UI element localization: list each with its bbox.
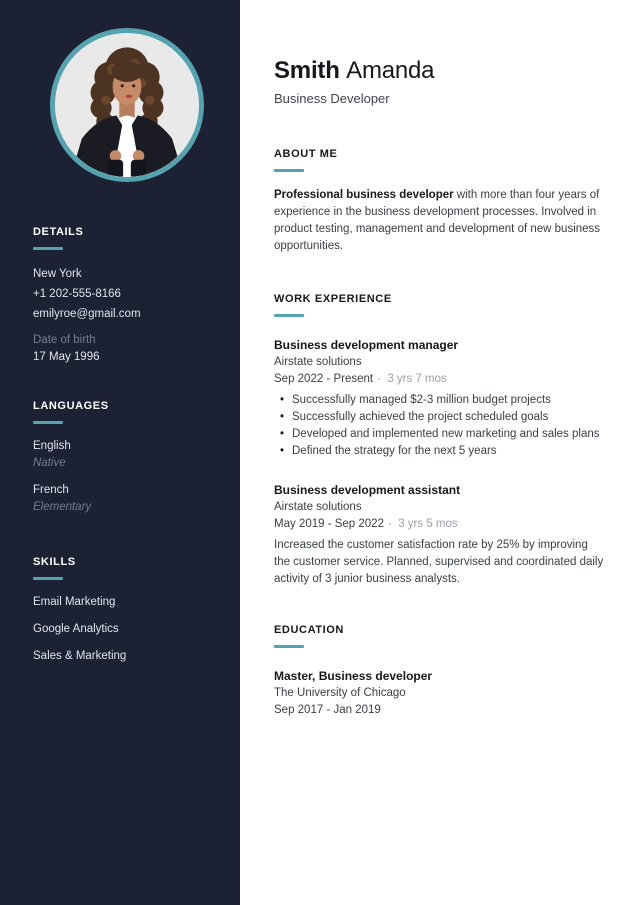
- job-bullets: [274, 392, 604, 460]
- job-duration: · 3 yrs 5 mos: [384, 518, 458, 530]
- languages-heading: LANGUAGES: [33, 400, 109, 412]
- skill-item: Sales & Marketing: [33, 650, 127, 662]
- profile-photo: [50, 28, 204, 182]
- education-dates: Sep 2017 - Jan 2019: [274, 704, 381, 716]
- sidebar: [0, 0, 240, 905]
- job-duration: · 3 yrs 7 mos: [373, 373, 447, 385]
- first-name: Smith: [274, 57, 340, 84]
- education-heading-rule: [274, 645, 304, 648]
- language-item: [33, 482, 220, 516]
- skill-item: Google Analytics: [33, 623, 119, 635]
- education-entry: [274, 668, 604, 719]
- language-item: [33, 438, 220, 472]
- dob-label: Date of birth: [33, 334, 96, 346]
- job-bullet: • Defined the strategy for the next 5 years: [274, 443, 604, 460]
- job-title: Business development manager: [274, 338, 459, 352]
- main-content: [240, 0, 640, 905]
- job-title: Business development assistant: [274, 483, 461, 497]
- contact-list: [33, 264, 220, 324]
- about-lead: Professional business developer: [274, 189, 454, 201]
- last-name: Amanda: [346, 57, 435, 84]
- job-company: Airstate solutions: [274, 501, 362, 513]
- about-heading: ABOUT ME: [274, 148, 338, 160]
- email-text: emilyroe@gmail.com: [33, 308, 141, 320]
- job-bullet: • Successfully managed $2-3 million budget projects: [274, 392, 604, 409]
- job-entry: [274, 337, 604, 460]
- skill-item: Email Marketing: [33, 596, 116, 608]
- job-dates-line: [274, 516, 604, 533]
- details-section: [33, 226, 220, 366]
- job-company: Airstate solutions: [274, 356, 362, 368]
- education-degree: Master, Business developer: [274, 669, 433, 683]
- candidate-job-title: Business Developer: [274, 91, 390, 106]
- skills-heading: SKILLS: [33, 556, 76, 568]
- education-heading: EDUCATION: [274, 624, 344, 636]
- profile-photo-illustration: [55, 33, 199, 177]
- job-dates: Sep 2022 - Present: [274, 373, 374, 385]
- phone-text: +1 202-555-8166: [33, 288, 121, 300]
- job-dates-line: [274, 371, 604, 388]
- education-section: [274, 624, 604, 719]
- about-section: [274, 148, 604, 255]
- details-heading-rule: [33, 247, 63, 250]
- job-description: Increased the customer satisfaction rate by 25% by improving the customer service. Planned, supervised and coordinated daily activity of 3 junior business analysts.: [274, 539, 604, 585]
- about-paragraph: [274, 187, 604, 255]
- details-heading: DETAILS: [33, 226, 84, 238]
- education-school: The University of Chicago: [274, 687, 406, 699]
- skills-section: [33, 556, 220, 665]
- location-text: New York: [33, 268, 82, 280]
- job-entry: [274, 482, 604, 588]
- language-name: English: [33, 440, 71, 452]
- job-bullet: • Developed and implemented new marketing and sales plans: [274, 426, 604, 443]
- job-dates: May 2019 - Sep 2022: [274, 518, 384, 530]
- language-level: Native: [33, 457, 66, 469]
- languages-heading-rule: [33, 421, 63, 424]
- skills-heading-rule: [33, 577, 63, 580]
- dob-value: 17 May 1996: [33, 351, 100, 363]
- candidate-name: [274, 58, 604, 84]
- experience-heading-rule: [274, 314, 304, 317]
- experience-heading: WORK EXPERIENCE: [274, 293, 392, 305]
- languages-section: [33, 400, 220, 516]
- experience-section: [274, 293, 604, 588]
- job-bullet: • Successfully achieved the project scheduled goals: [274, 409, 604, 426]
- about-text: with more than four years of experience in the business development processes. Involved in product testing, management and development of new business opportunities.: [274, 189, 601, 252]
- skill-list: [33, 594, 220, 665]
- language-name: French: [33, 484, 69, 496]
- about-heading-rule: [274, 169, 304, 172]
- language-level: Elementary: [33, 501, 92, 513]
